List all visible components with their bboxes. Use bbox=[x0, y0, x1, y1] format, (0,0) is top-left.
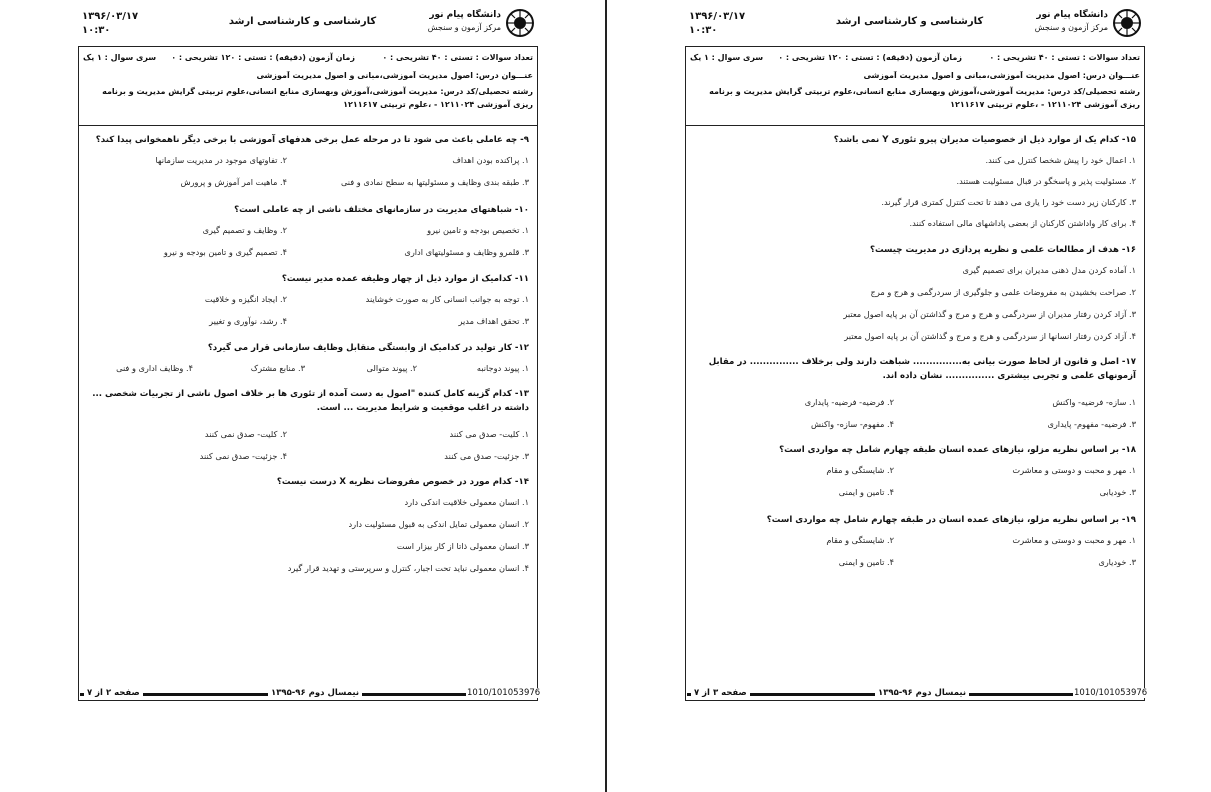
exam-title: کارشناسی و کارشناسی ارشد bbox=[835, 16, 984, 27]
option-12-1[interactable]: ۱. پیوند دوجانبه bbox=[476, 363, 529, 373]
exam-duration: زمان آزمون (دقیقه) : تستی : ۱۲۰ تشریحی : ۰ bbox=[778, 53, 962, 62]
option-17-2[interactable]: ۲. فرضیه- فرضیه- پایداری bbox=[804, 397, 894, 407]
option-9-3[interactable]: ۳. طبقه بندی وظایف و مسئولیتها به سطح نمادی و فنی bbox=[340, 177, 529, 187]
question-series: سری سوال : ۱ یک bbox=[690, 53, 764, 62]
field-of-study: رشته تحصیلی/کد درس: مدیریت آموزشی،آموزش وبهسازی منابع انسانی،علوم تربیتی گرایش مدیریت و برنامه ریزی آموزشی ۱۲۱۱۰۲۴ - ،علوم تربیتی ۱۲۱۱۶۱۷ bbox=[709, 87, 1140, 109]
question-9: ۹- چه عاملی باعث می شود تا در مرحله عمل برخی هدفهای آموزشی با برخی دیگر ناهمخوانی پیدا کند؟ bbox=[95, 135, 529, 145]
page-number: صفحه ۳ از ۷ bbox=[691, 688, 750, 698]
exam-info-box bbox=[79, 47, 537, 126]
university-seal-icon bbox=[1112, 8, 1142, 38]
exam-code: 1010/101053976 bbox=[1074, 688, 1148, 698]
option-9-2[interactable]: ۲. تفاوتهای موجود در مدیریت سازمانها bbox=[155, 155, 287, 165]
exam-time: ۱۰:۳۰ bbox=[82, 25, 111, 36]
university-logo bbox=[1012, 8, 1142, 40]
option-14-3[interactable]: ۳. انسان معمولی ذاتا از کار بیزار است bbox=[396, 541, 529, 551]
option-16-1[interactable]: ۱. آماده کردن مدل ذهنی مدیران برای تصمیم گیری bbox=[962, 265, 1136, 275]
page-header bbox=[607, 8, 1211, 48]
question-14: ۱۴- کدام مورد در خصوص مفروضات نظریه X درست نیست؟ bbox=[276, 477, 529, 487]
exam-duration: زمان آزمون (دقیقه) : تستی : ۱۲۰ تشریحی : ۰ bbox=[171, 53, 355, 62]
exam-page-left bbox=[0, 0, 605, 792]
exam-code: 1010/101053976 bbox=[467, 688, 541, 698]
option-10-4[interactable]: ۴. تصمیم گیری و تامین بودجه و نیرو bbox=[163, 247, 287, 257]
option-17-3[interactable]: ۳. فرضیه- مفهوم- پایداری bbox=[1047, 419, 1136, 429]
university-logo bbox=[405, 8, 535, 40]
university-center: مرکز آزمون و سنجش bbox=[427, 23, 501, 32]
question-15: ۱۵- کدام یک از موارد ذیل از خصوصیات مدیران پیرو تئوری Y نمی باشد؟ bbox=[833, 135, 1136, 145]
course-title: عنـــوان درس: اصول مدیریت آموزشی،مبانی و اصول مدیریت آموزشی bbox=[863, 71, 1140, 80]
option-18-1[interactable]: ۱. مهر و محبت و دوستی و معاشرت bbox=[1012, 465, 1136, 475]
option-17-4[interactable]: ۴. مفهوم- سازه- واکنش bbox=[811, 419, 894, 429]
option-11-2[interactable]: ۲. ایجاد انگیزه و خلاقیت bbox=[204, 294, 287, 304]
option-14-1[interactable]: ۱. انسان معمولی خلاقیت اندکی دارد bbox=[404, 497, 529, 507]
question-16: ۱۶- هدف از مطالعات علمی و نظریه پردازی در مدیریت چیست؟ bbox=[869, 245, 1136, 255]
field-of-study: رشته تحصیلی/کد درس: مدیریت آموزشی،آموزش وبهسازی منابع انسانی،علوم تربیتی گرایش مدیریت و برنامه ریزی آموزشی ۱۲۱۱۰۲۴ - ،علوم تربیتی ۱۲۱۱۶۱۷ bbox=[102, 87, 533, 109]
option-17-1[interactable]: ۱. سازه- فرضیه- واکنش bbox=[1052, 397, 1136, 407]
option-12-3[interactable]: ۳. منابع مشترک bbox=[250, 363, 305, 373]
university-name: دانشگاه پیام نور bbox=[429, 10, 501, 20]
exam-time: ۱۰:۳۰ bbox=[689, 25, 718, 36]
exam-info-box bbox=[686, 47, 1144, 126]
option-10-2[interactable]: ۲. وظایف و تصمیم گیری bbox=[202, 225, 287, 235]
option-11-4[interactable]: ۴. رشد، نوآوری و تغییر bbox=[209, 316, 287, 326]
option-15-3[interactable]: ۳. کارکنان زیر دست خود را یاری می دهند تا تحت کنترل کمتری قرار گیرند. bbox=[881, 197, 1136, 207]
option-19-1[interactable]: ۱. مهر و محبت و دوستی و معاشرت bbox=[1012, 535, 1136, 545]
option-11-3[interactable]: ۳. تحقق اهداف مدیر bbox=[458, 316, 529, 326]
option-15-1[interactable]: ۱. اعمال خود را پیش شخصا کنترل می کنند. bbox=[985, 155, 1136, 165]
university-center: مرکز آزمون و سنجش bbox=[1034, 23, 1108, 32]
option-9-4[interactable]: ۴. ماهیت امر آموزش و پرورش bbox=[180, 177, 287, 187]
option-16-4[interactable]: ۴. آزاد کردن رفتار انسانها از سردرگمی و هرج و مرج و گذاشتن آن بر پایه اصول معتبر bbox=[844, 331, 1136, 341]
option-19-4[interactable]: ۴. تامین و ایمنی bbox=[838, 557, 894, 567]
semester-label: نیمسال دوم ۹۶-۱۳۹۵ bbox=[875, 688, 969, 698]
question-19: ۱۹- بر اساس نظریه مزلو، نیازهای عمده انسان در طبقه چهارم شامل چه مواردی است؟ bbox=[766, 515, 1136, 525]
question-series: سری سوال : ۱ یک bbox=[83, 53, 157, 62]
option-13-2[interactable]: ۲. کلیت- صدق نمی کنند bbox=[204, 429, 287, 439]
exam-date: ۱۳۹۶/۰۳/۱۷ bbox=[689, 11, 746, 22]
exam-date: ۱۳۹۶/۰۳/۱۷ bbox=[82, 11, 139, 22]
option-9-1[interactable]: ۱. پراکنده بودن اهداف bbox=[452, 155, 529, 165]
option-11-1[interactable]: ۱. توجه به جوانب انسانی کار به صورت خوشایند bbox=[365, 294, 529, 304]
option-15-4[interactable]: ۴. برای کار واداشتن کارکنان از بعضی پاداشهای مالی استفاده کنند. bbox=[909, 218, 1136, 228]
option-10-1[interactable]: ۱. تخصیص بودجه و تامین نیرو bbox=[427, 225, 529, 235]
option-15-2[interactable]: ۲. مسئولیت پذیر و پاسخگو در قبال مسئولیت هستند. bbox=[956, 176, 1136, 186]
question-11: ۱۱- کدامیک از موارد ذیل از چهار وظیفه عمده مدیر نیست؟ bbox=[281, 274, 529, 284]
course-title: عنـــوان درس: اصول مدیریت آموزشی،مبانی و اصول مدیریت آموزشی bbox=[256, 71, 533, 80]
option-18-3[interactable]: ۳. خودیابی bbox=[1099, 487, 1136, 497]
option-18-2[interactable]: ۲. شایستگی و مقام bbox=[826, 465, 894, 475]
question-10: ۱۰- شباهتهای مدیریت در سازمانهای مختلف ناشی از چه عاملی است؟ bbox=[234, 205, 529, 215]
option-14-4[interactable]: ۴. انسان معمولی نباید تحت اجبار، کنترل و سرپرستی و تهدید قرار گیرد bbox=[287, 563, 529, 573]
option-16-2[interactable]: ۲. صراحت بخشیدن به مفروضات علمی و جلوگیری از سردرگمی و هرج و مرج bbox=[870, 287, 1136, 297]
option-19-3[interactable]: ۳. خودیاری bbox=[1098, 557, 1136, 567]
option-19-2[interactable]: ۲. شایستگی و مقام bbox=[826, 535, 894, 545]
option-13-4[interactable]: ۴. جزئیت- صدق نمی کنند bbox=[199, 451, 287, 461]
option-14-2[interactable]: ۲. انسان معمولی تمایل اندکی به قبول مسئولیت دارد bbox=[348, 519, 529, 529]
page-footer bbox=[0, 690, 605, 702]
question-13: ۱۳- کدام گزینه کامل کننده "اصول به دست آمده از تئوری ها بر خلاف اصول ناشی از تجربیات شخصی ... داشته در اغلب موقعیت و شرایط مدیریت ... است. bbox=[92, 389, 529, 413]
semester-label: نیمسال دوم ۹۶-۱۳۹۵ bbox=[268, 688, 362, 698]
university-name: دانشگاه پیام نور bbox=[1036, 10, 1108, 20]
question-18: ۱۸- بر اساس نظریه مزلو، نیازهای عمده انسان طبقه چهارم شامل چه مواردی است؟ bbox=[779, 445, 1136, 455]
option-12-4[interactable]: ۴. وظایف اداری و فنی bbox=[116, 363, 193, 373]
option-18-4[interactable]: ۴. تامین و ایمنی bbox=[838, 487, 894, 497]
option-12-2[interactable]: ۲. پیوند متوالی bbox=[366, 363, 417, 373]
page-footer bbox=[607, 690, 1211, 702]
option-16-3[interactable]: ۳. آزاد کردن رفتار مدیران از سردرگمی و هرج و مرج و گذاشتن آن بر پایه اصول معتبر bbox=[843, 309, 1136, 319]
page-header bbox=[0, 8, 605, 48]
university-seal-icon bbox=[505, 8, 535, 38]
option-13-3[interactable]: ۳. جزئیت- صدق می کنند bbox=[444, 451, 529, 461]
exam-title: کارشناسی و کارشناسی ارشد bbox=[228, 16, 377, 27]
option-10-3[interactable]: ۳. قلمرو وظایف و مسئولیتهای اداری bbox=[404, 247, 529, 257]
question-12: ۱۲- کار تولید در کدامیک از وابستگی متقابل وظایف سازمانی قرار می گیرد؟ bbox=[207, 343, 529, 353]
exam-frame bbox=[685, 46, 1145, 701]
page-number: صفحه ۲ از ۷ bbox=[84, 688, 143, 698]
question-count: تعداد سوالات : تستی : ۴۰ تشریحی : ۰ bbox=[382, 53, 533, 62]
exam-page-right bbox=[607, 0, 1211, 792]
question-count: تعداد سوالات : تستی : ۴۰ تشریحی : ۰ bbox=[989, 53, 1140, 62]
exam-frame bbox=[78, 46, 538, 701]
option-13-1[interactable]: ۱. کلیت- صدق می کنند bbox=[449, 429, 529, 439]
question-17: ۱۷- اصل و قانون از لحاظ صورت بیانی به............... شباهت دارند ولی برخلاف ............... در مقابل آزمونهای علمی و تجربی بیشتری ............... نشان داده اند. bbox=[708, 357, 1136, 381]
